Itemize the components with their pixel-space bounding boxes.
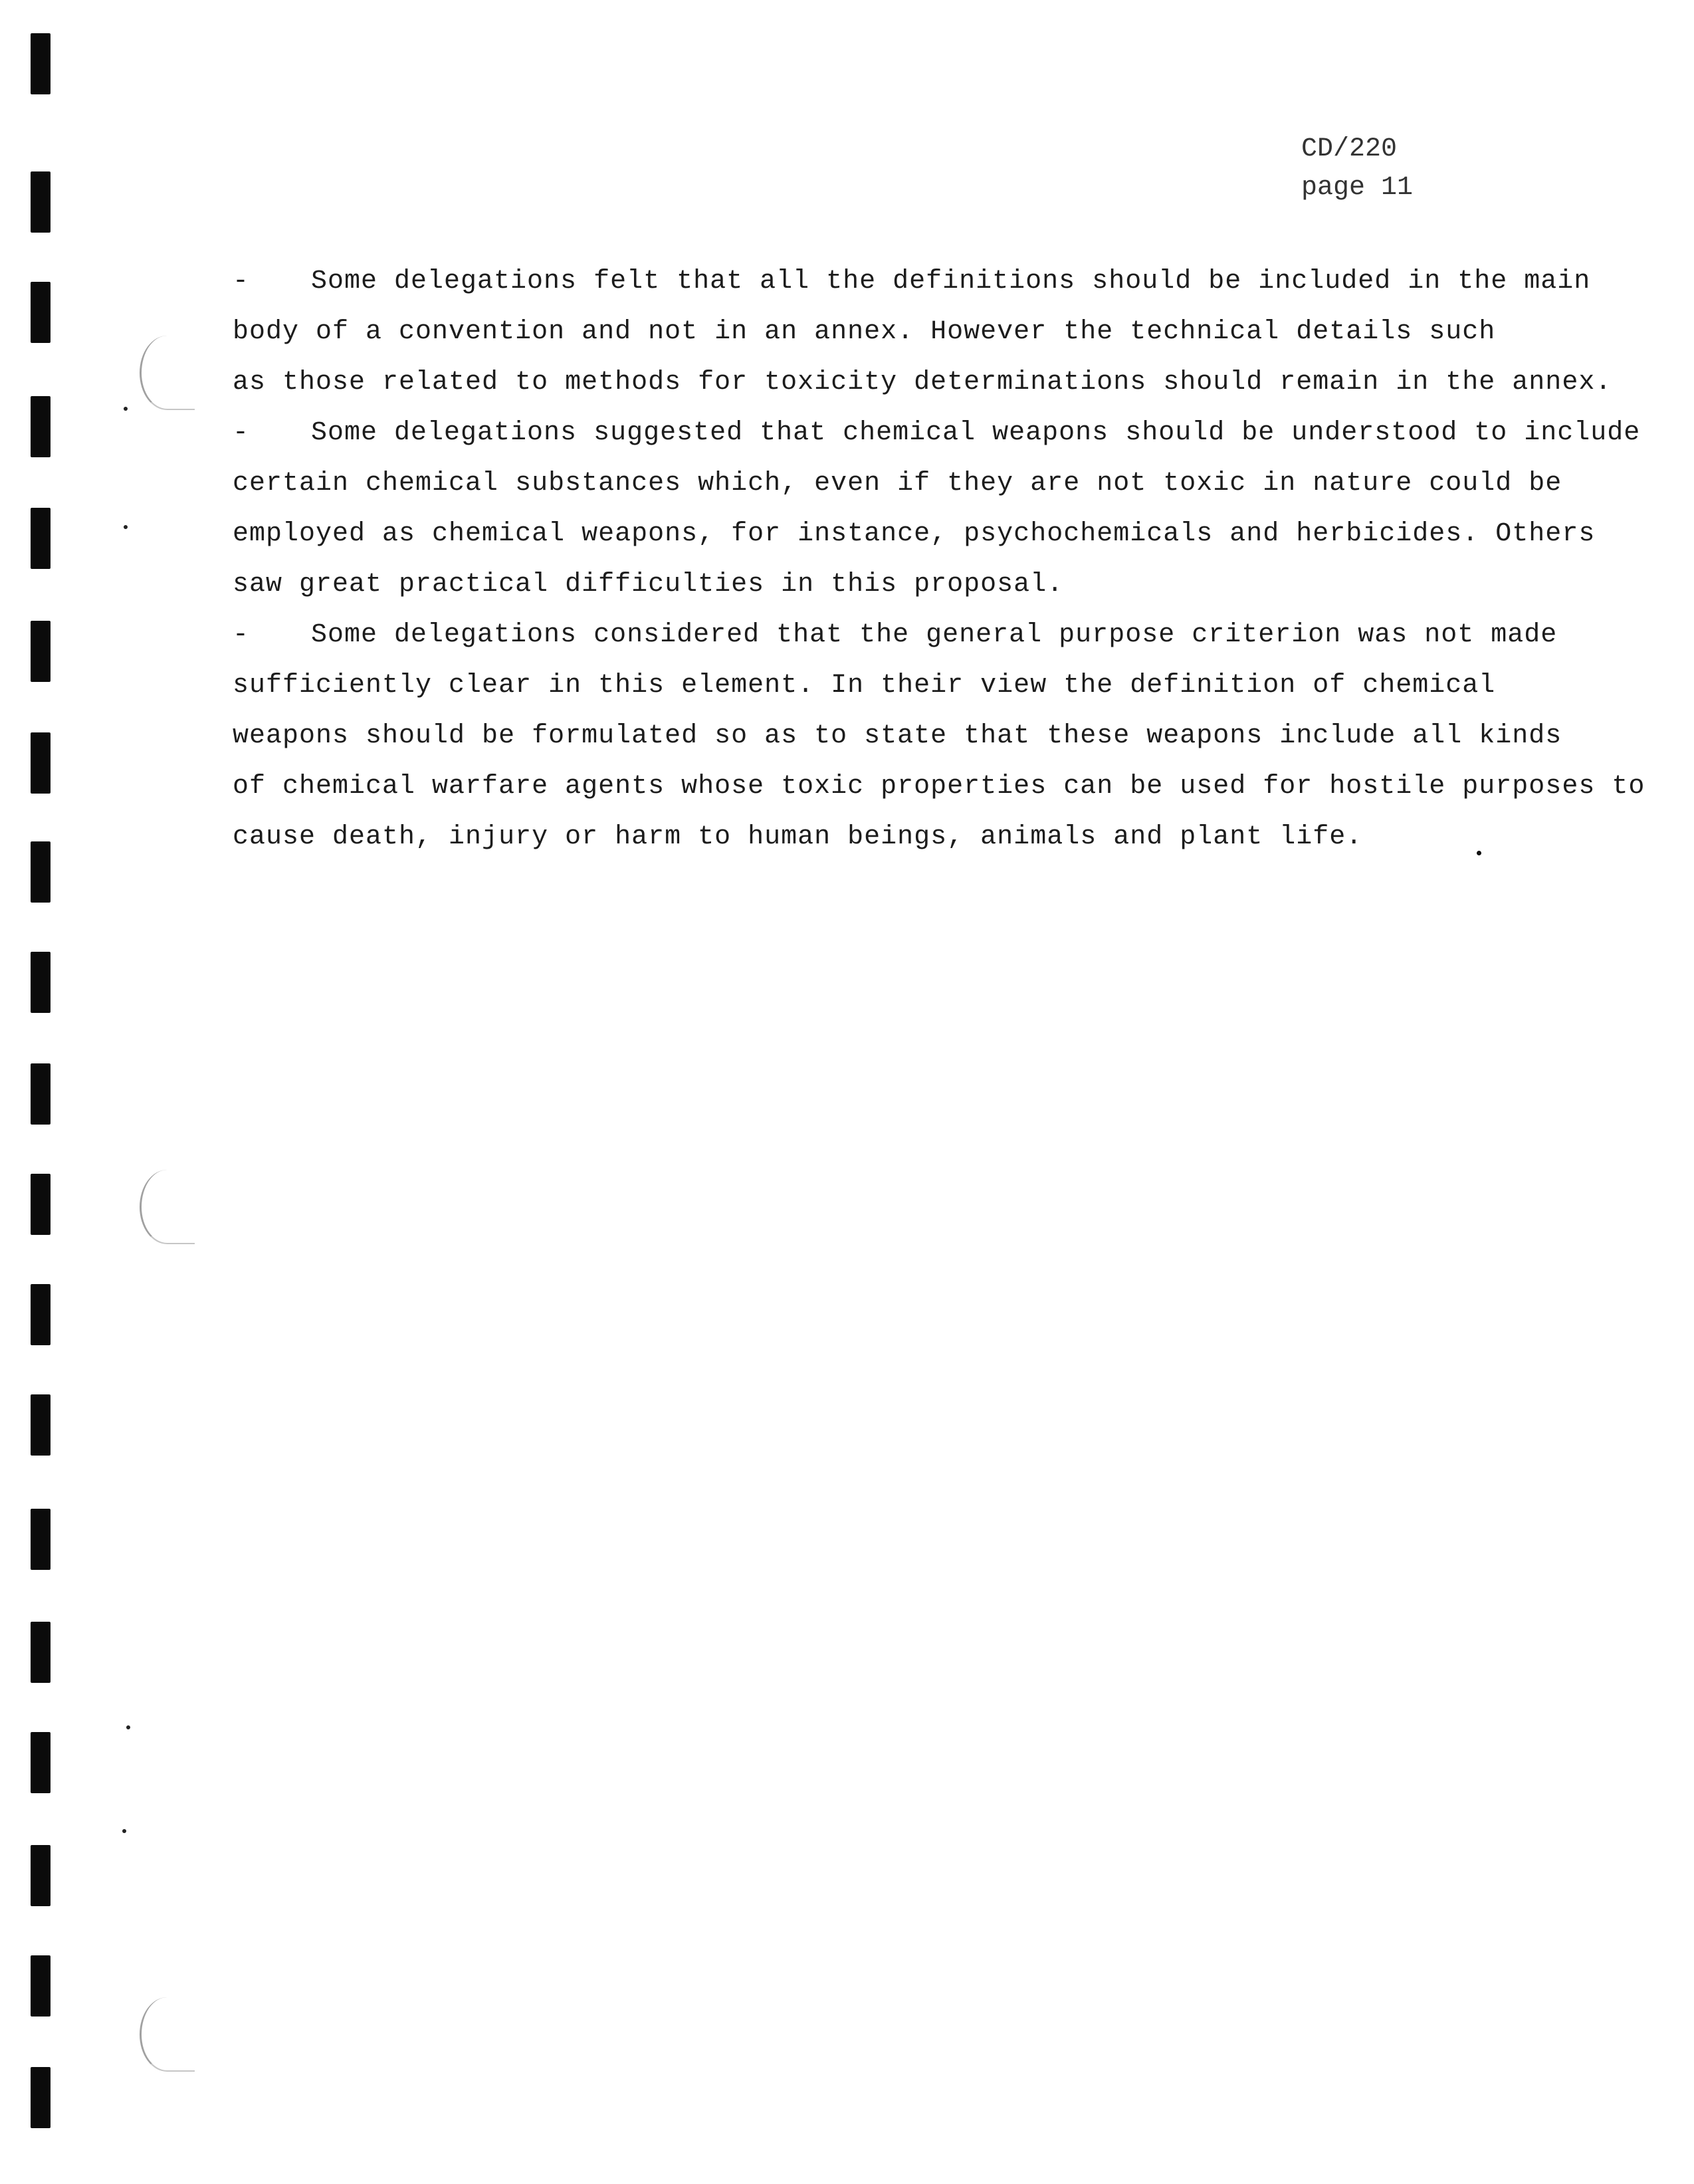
scan-speck bbox=[122, 1829, 126, 1833]
ink-dot bbox=[1477, 851, 1481, 855]
text-line: as those related to methods for toxicity determinations should remain in the annex. bbox=[233, 368, 1612, 397]
binder-mark bbox=[31, 1174, 51, 1235]
binder-mark bbox=[31, 732, 51, 794]
line-text: Some delegations felt that all the definitions should be included in the main bbox=[311, 267, 1591, 296]
binder-mark bbox=[31, 1394, 51, 1456]
punch-hole-shadow bbox=[140, 1997, 195, 2072]
binder-mark bbox=[31, 841, 51, 903]
binder-mark bbox=[31, 1955, 51, 2017]
scan-speck bbox=[124, 407, 128, 411]
text-line bbox=[233, 408, 1641, 459]
line-text: Some delegations considered that the general purpose criterion was not made bbox=[311, 620, 1558, 650]
scan-speck bbox=[126, 1725, 130, 1729]
text-line: sufficiently clear in this element. In their view the definition of chemical bbox=[233, 671, 1496, 701]
binder-mark bbox=[31, 1732, 51, 1793]
document-header bbox=[1301, 130, 1413, 207]
text-line: body of a convention and not in an annex. However the technical details such bbox=[233, 317, 1496, 347]
text-line: employed as chemical weapons, for instance, psychochemicals and herbicides. Others bbox=[233, 519, 1596, 549]
punch-hole-shadow bbox=[140, 1170, 195, 1244]
paragraph bbox=[233, 408, 1641, 610]
line-text: Some delegations suggested that chemical weapons should be understood to include bbox=[311, 418, 1641, 448]
text-line: of chemical warfare agents whose toxic properties can be used for hostile purposes to bbox=[233, 772, 1645, 802]
binder-mark bbox=[31, 952, 51, 1013]
text-line: saw great practical difficulties in this proposal. bbox=[233, 570, 1064, 600]
binder-mark bbox=[31, 2067, 51, 2128]
text-line: cause death, injury or harm to human beings, animals and plant life. bbox=[233, 822, 1363, 852]
binder-mark bbox=[31, 1284, 51, 1345]
page-number: page 11 bbox=[1301, 173, 1414, 203]
binder-mark bbox=[31, 282, 51, 343]
punch-hole-shadow bbox=[140, 336, 195, 410]
binder-mark bbox=[31, 171, 51, 233]
paragraph bbox=[233, 257, 1641, 408]
text-line: weapons should be formulated so as to state that these weapons include all kinds bbox=[233, 721, 1562, 751]
scan-speck bbox=[124, 525, 128, 529]
bullet-dash: - bbox=[233, 267, 250, 296]
text-line bbox=[233, 610, 1641, 661]
bullet-dash: - bbox=[233, 418, 250, 448]
text-line: certain chemical substances which, even if they are not toxic in nature could be bbox=[233, 469, 1562, 498]
binder-mark bbox=[31, 33, 51, 94]
binder-mark bbox=[31, 1845, 51, 1906]
binder-mark bbox=[31, 1622, 51, 1683]
binder-mark bbox=[31, 508, 51, 569]
bullet-dash: - bbox=[233, 620, 250, 650]
document-symbol: CD/220 bbox=[1301, 134, 1398, 164]
binder-mark bbox=[31, 1063, 51, 1125]
text-line bbox=[233, 257, 1641, 307]
document-body bbox=[233, 257, 1645, 863]
binder-mark bbox=[31, 1509, 51, 1570]
binder-mark bbox=[31, 396, 51, 457]
paragraph bbox=[233, 610, 1645, 863]
binder-mark bbox=[31, 621, 51, 682]
